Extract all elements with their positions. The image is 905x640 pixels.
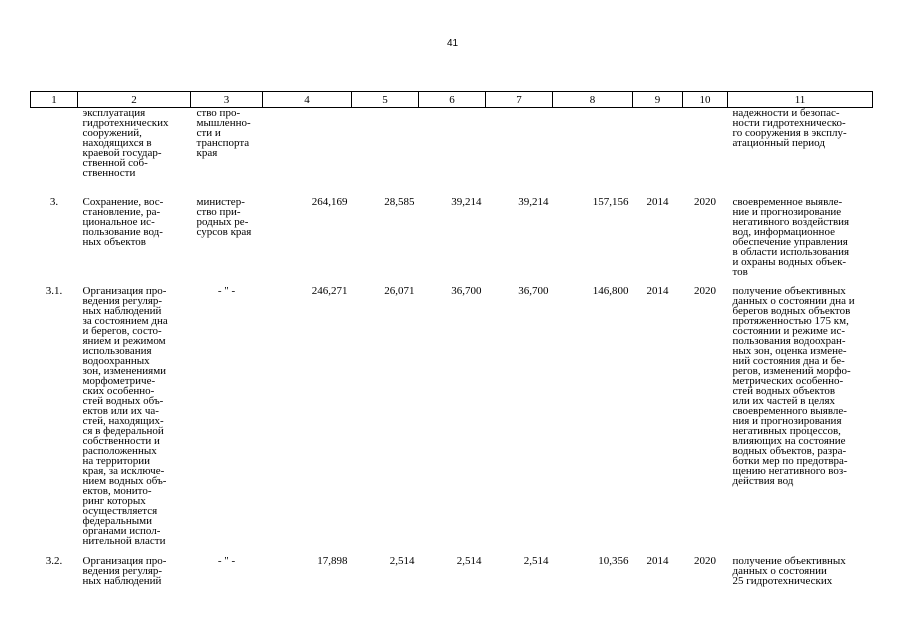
- header-cell: 11: [728, 92, 873, 108]
- row-number-cell: 3.: [49, 196, 59, 208]
- amount-cell: [486, 108, 553, 179]
- total-amount-cell: [263, 108, 352, 179]
- header-cell: 7: [486, 92, 553, 108]
- amount-cell: 39,214: [518, 196, 549, 208]
- header-cell: 4: [263, 92, 352, 108]
- end-year-cell: 2020: [694, 196, 716, 208]
- page-number: 41: [446, 38, 459, 49]
- amount-cell: 146,800: [592, 285, 629, 297]
- amount-cell: 26,071: [384, 285, 415, 297]
- amount-cell: 10,356: [598, 555, 629, 567]
- table-row: [31, 546, 873, 586]
- start-year-cell: 2014: [646, 555, 669, 567]
- end-year-cell: [683, 108, 728, 179]
- header-cell: 1: [31, 92, 78, 108]
- header-cell: 9: [633, 92, 683, 108]
- expected-result-cell: надежности и безопас- ности гидротехническо- го сооружения в эксплу- атационный период: [732, 107, 847, 149]
- amount-cell: 2,514: [523, 555, 549, 567]
- activity-name-cell: Организация про- ведения регуляр- ных наблюдений: [82, 555, 167, 587]
- header-cell: 8: [553, 92, 633, 108]
- activity-name-cell: Сохранение, вос- становление, ра- циональное ис- пользование вод- ных объектов: [82, 196, 164, 248]
- total-amount-cell: 264,169: [311, 196, 348, 208]
- row-number-cell: 3.2.: [45, 555, 63, 567]
- amount-cell: 2,514: [389, 555, 415, 567]
- activity-name-cell: Организация про- ведения регуляр- ных наблюдений за состоянием дна и берегов, состо- янием и режимом использования водоохранных зон, изменениями морфометриче- ских особенно- стей водных объ- ектов или их ча- стей, находящих- ся в федеральной собственности и расположенных на территории края, за исключе- нием водных объ- ектов, монито- ринг которых осуществляется федеральными органами испол- нительной власти: [82, 285, 168, 547]
- expected-result-cell: получение объективных данных о состоянии дна и берегов водных объектов протяженностью 175 км, состоянии и режиме ис- пользования водоохран- ных зон, оценка измене- ний состояния дна и бе- регов, изменений морфо- метрических особенно- стей водных объектов или их частей в целях своевременного выявле- ния и прогнозирования негативных процессов, влияющих на состояние водных объектов, разра- ботки мер по предотвра- щению негативного воз- действия вод: [732, 285, 855, 487]
- row-number-cell: [31, 108, 78, 179]
- table-row: [31, 178, 873, 277]
- end-year-cell: 2020: [694, 555, 716, 567]
- expected-result-cell: получение объективных данных о состоянии 25 гидротехнических: [732, 555, 846, 587]
- end-year-cell: 2020: [694, 285, 716, 297]
- amount-cell: 36,700: [518, 285, 549, 297]
- table-row: [31, 277, 873, 546]
- amount-cell: 39,214: [451, 196, 482, 208]
- header-cell: 6: [419, 92, 486, 108]
- amount-cell: 36,700: [451, 285, 482, 297]
- amount-cell: [352, 108, 419, 179]
- header-row: [31, 92, 873, 108]
- executor-cell: ство про- мышленно- сти и транспорта края: [196, 107, 251, 159]
- start-year-cell: 2014: [646, 285, 669, 297]
- header-cell: 2: [78, 92, 191, 108]
- start-year-cell: [633, 108, 683, 179]
- executor-cell: министер- ство при- родных ре- сурсов края: [196, 196, 252, 238]
- executor-cell: - " -: [217, 555, 236, 567]
- row-number-cell: 3.1.: [45, 285, 63, 297]
- activity-name-cell: эксплуатация гидротехнических сооружений, находящихся в краевой государ- ственной соб- ственности: [82, 107, 169, 179]
- header-cell: 10: [683, 92, 728, 108]
- amount-cell: 157,156: [592, 196, 629, 208]
- total-amount-cell: 17,898: [317, 555, 348, 567]
- table-row: [31, 108, 873, 179]
- amount-cell: 2,514: [456, 555, 482, 567]
- amount-cell: 28,585: [384, 196, 415, 208]
- header-cell: 3: [191, 92, 263, 108]
- program-table: [30, 91, 873, 586]
- amount-cell: [419, 108, 486, 179]
- start-year-cell: 2014: [646, 196, 669, 208]
- expected-result-cell: своевременное выявле- ние и прогнозирование негативного воздействия вод, информационное обеспечение управления в области использования и охраны водных объек- тов: [732, 196, 850, 278]
- total-amount-cell: 246,271: [311, 285, 348, 297]
- amount-cell: [553, 108, 633, 179]
- header-cell: 5: [352, 92, 419, 108]
- executor-cell: - " -: [217, 285, 236, 297]
